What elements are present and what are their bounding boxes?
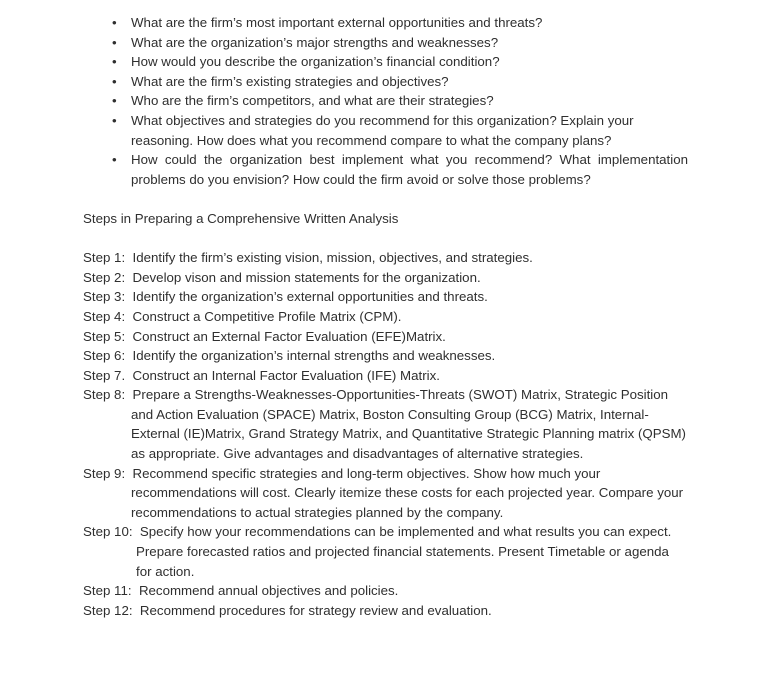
step-label: Step 1: (83, 250, 133, 266)
list-item (83, 33, 688, 53)
list-item-text: What are the firm’s most important external opportunities and threats? (131, 15, 543, 30)
list-item-text: How would you describe the organization’s financial condition? (131, 54, 500, 70)
step-label: Step 4: (83, 308, 133, 324)
list-item-text: What are the organization’s major strengths and weaknesses? (131, 34, 499, 50)
list-item (83, 111, 688, 150)
step-item (83, 581, 688, 601)
bullet-dot-icon: • (112, 73, 117, 89)
step-label: Step 5: (83, 328, 133, 344)
bullet-dot-icon: • (112, 54, 117, 70)
bullet-dot-icon: • (112, 112, 117, 128)
step-text: Construct a Competitive Profile Matrix (CPM). (132, 308, 402, 324)
step-item (83, 307, 688, 327)
step-label: Step 6: (83, 348, 133, 364)
step-text: Construct an External Factor Evaluation (EFE)Matrix. (132, 328, 446, 344)
step-item (83, 268, 688, 288)
list-item-text: What objectives and strategies do you recommend for this organization? Explain your reasoning. How does what you recommend compare to what the company plans? (131, 112, 634, 148)
list-item (83, 13, 688, 33)
step-text: Identify the organization’s external opportunities and threats. (132, 289, 488, 305)
step-item (83, 464, 688, 523)
list-item-text: What are the firm’s existing strategies and objectives? (131, 73, 449, 89)
step-text: Identify the organization’s internal strengths and weaknesses. (132, 348, 496, 364)
list-item (83, 72, 688, 92)
analysis-questions-list (83, 13, 688, 189)
list-item-text: How could the organization best implement what you recommend? What implementation problems do you envision? How could the firm avoid or solve those problems? (131, 152, 688, 187)
bullet-dot-icon: • (112, 15, 117, 30)
step-text: Identify the firm’s existing vision, mission, objectives, and strategies. (132, 250, 533, 266)
step-item (83, 327, 688, 347)
steps-list (83, 248, 688, 620)
step-text: Recommend procedures for strategy review and evaluation. (139, 602, 492, 618)
step-text: Prepare a Strengths-Weaknesses-Opportunities-Threats (SWOT) Matrix, Strategic Position and Action Evaluation (SPACE) Matrix, Boston Consulting Group (BCG) Matrix, Internal-External (IE)Matrix, Grand Strategy Matrix, and Quantitative Strategic Planning matrix (QPSM) as appropriate. Give advantages and disadvantages of alternative strategies. (131, 387, 686, 462)
step-text: Construct an Internal Factor Evaluation (IFE) Matrix. (132, 367, 440, 383)
step-label: Step 10: (83, 524, 140, 540)
step-label: Step 7. (83, 367, 133, 383)
list-item (83, 150, 688, 189)
section-heading: Steps in Preparing a Comprehensive Written Analysis (83, 210, 399, 226)
step-item (83, 248, 688, 268)
step-label: Step 11: (83, 583, 139, 599)
spacer-after-heading (83, 229, 688, 249)
step-label: Step 8: (83, 387, 133, 403)
step-text: Specify how your recommendations can be implemented and what results you can expect. Prepare forecasted ratios and projected financial statements. Present Timetable or agenda for action. (136, 524, 672, 579)
step-item (83, 522, 688, 581)
bullet-dot-icon: • (112, 152, 117, 168)
step-item (83, 366, 688, 386)
step-item (83, 346, 688, 366)
list-item (83, 91, 688, 111)
step-label: Step 3: (83, 289, 133, 305)
bullet-dot-icon: • (112, 93, 117, 109)
step-item (83, 601, 688, 621)
list-item-text: Who are the firm’s competitors, and what are their strategies? (131, 93, 494, 109)
bullet-dot-icon: • (112, 34, 117, 50)
step-item (83, 287, 688, 307)
step-label: Step 9: (83, 465, 133, 481)
step-item (83, 385, 688, 463)
step-label: Step 2: (83, 269, 133, 285)
step-text: Recommend annual objectives and policies. (138, 583, 399, 599)
step-text: Develop vison and mission statements for the organization. (132, 269, 481, 285)
step-label: Step 12: (83, 602, 140, 618)
step-text: Recommend specific strategies and long-term objectives. Show how much your recommendations will cost. Clearly itemize these costs for each projected year. Compare your recommendations to actual strategies planned by the company. (131, 465, 684, 520)
list-item (83, 52, 688, 72)
spacer-before-heading (83, 189, 688, 209)
